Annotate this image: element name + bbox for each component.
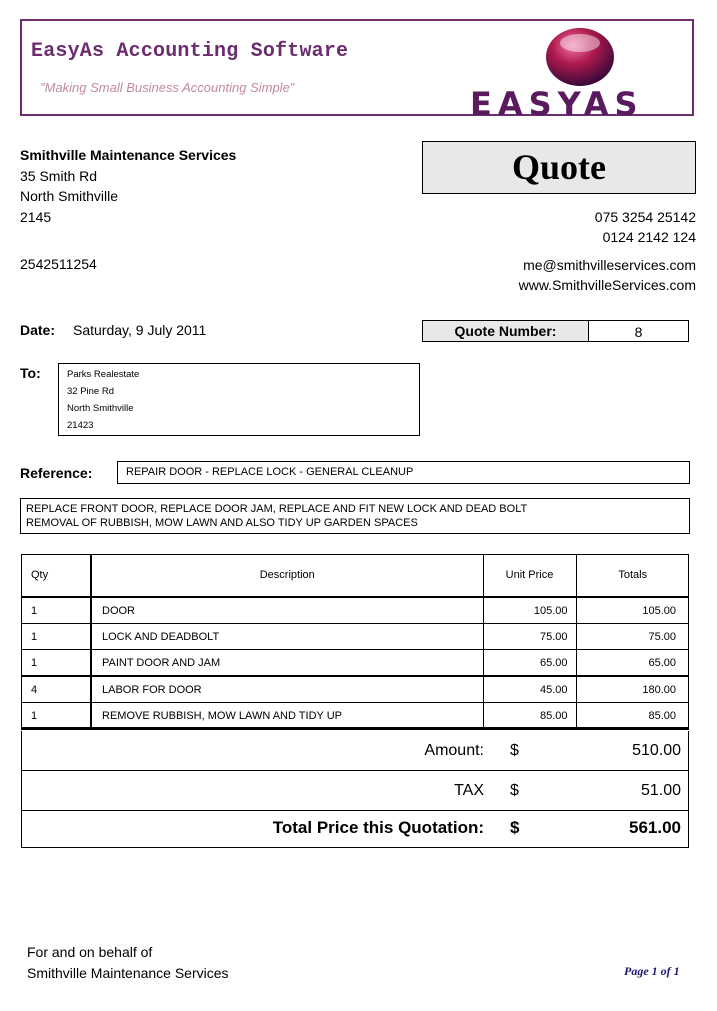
amount-row [21,731,689,771]
company-street: 35 Smith Rd [20,167,98,184]
cell-qty: 1 [21,597,91,624]
quote-number-label: Quote Number: [422,320,589,342]
table-row [21,624,689,650]
header-totals: Totals [576,554,689,597]
to-label: To: [20,365,41,381]
cell-total: 180.00 [576,676,689,703]
company-postcode: 2145 [20,208,52,225]
currency-symbol: $ [510,782,519,799]
document-title: Quote [422,141,696,194]
cell-description: LOCK AND DEADBOLT [91,624,483,650]
cell-qty: 4 [21,676,91,703]
recipient-line: Parks Realestate [67,369,140,380]
header-banner [20,19,694,123]
cell-unit-price: 75.00 [483,624,576,650]
job-description-box [20,498,690,534]
app-title: EasyAs Accounting Software [31,40,349,63]
company-web-contact [519,255,696,295]
company-address [20,145,236,227]
total-row [21,811,689,848]
table-row [21,597,689,624]
job-description-line: REPLACE FRONT DOOR, REPLACE DOOR JAM, REPLACE AND FIT NEW LOCK AND DEAD BOLT [26,503,528,515]
recipient-address-box [58,363,420,436]
cell-description: LABOR FOR DOOR [91,676,483,703]
table-row [21,676,689,703]
company-name: Smithville Maintenance Services [20,147,237,163]
reference-label: Reference: [20,465,93,481]
cell-description: DOOR [91,597,483,624]
company-email: me@smithvilleservices.com [523,257,696,273]
cell-qty: 1 [21,624,91,650]
currency-symbol: $ [510,742,519,759]
company-abn: 2542511254 [20,256,97,272]
cell-qty: 1 [21,650,91,677]
cell-unit-price: 85.00 [483,703,576,729]
cell-description: REMOVE RUBBISH, MOW LAWN AND TIDY UP [91,703,483,729]
tax-label: TAX [454,782,484,799]
cell-qty: 1 [21,703,91,729]
company-phones [595,207,696,247]
tagline: "Making Small Business Accounting Simple" [40,80,295,95]
logo-sphere-icon [544,27,616,87]
company-website: www.SmithvilleServices.com [518,277,696,293]
quote-number-value: 8 [588,320,689,342]
currency-symbol: $ [510,818,520,837]
header-description: Description [91,554,483,597]
cell-total: 65.00 [576,650,689,677]
table-row [21,650,689,677]
header-qty: Qty [21,554,91,597]
cell-unit-price: 45.00 [483,676,576,703]
tax-row [21,771,689,811]
phone-2: 0124 2142 124 [602,229,696,245]
date-value: Saturday, 9 July 2011 [73,322,207,338]
logo-wordmark: EASYAS [470,85,644,123]
table-header-row [21,554,689,597]
recipient-line: 21423 [67,420,94,431]
page-number: Page 1 of 1 [624,964,680,978]
reference-value: REPAIR DOOR - REPLACE LOCK - GENERAL CLEANUP [117,461,690,484]
date-label: Date: [20,322,56,338]
amount-value: 510.00 [632,742,681,759]
recipient-line: North Smithville [67,403,134,414]
signatory-company: Smithville Maintenance Services [27,965,229,981]
total-label: Total Price this Quotation: [272,818,484,837]
line-items-table [21,554,689,728]
job-description-line: REMOVAL OF RUBBISH, MOW LAWN AND ALSO TIDY UP GARDEN SPACES [26,517,418,529]
tax-value: 51.00 [640,782,681,799]
on-behalf-line: For and on behalf of [27,944,153,960]
phone-1: 075 3254 25142 [594,209,696,225]
company-suburb: North Smithville [20,188,119,204]
cell-description: PAINT DOOR AND JAM [91,650,483,677]
signature-block [27,942,229,984]
cell-unit-price: 105.00 [483,597,576,624]
total-value: 561.00 [629,818,681,837]
cell-total: 85.00 [648,709,676,722]
cell-total: 75.00 [576,624,689,650]
amount-label: Amount: [424,742,484,759]
recipient-line: 32 Pine Rd [67,386,115,397]
header-unit-price: Unit Price [483,554,576,597]
cell-total: 105.00 [576,597,689,624]
cell-unit-price: 65.00 [483,650,576,677]
table-row [21,703,689,729]
